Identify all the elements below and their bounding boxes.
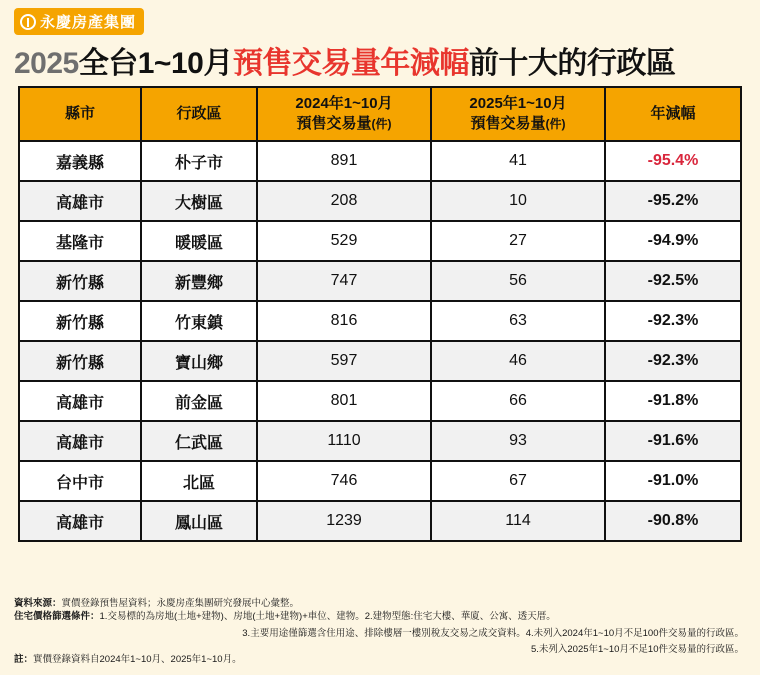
column-header-district: 行政區 [142, 86, 258, 142]
cell-2024: 597 [258, 342, 432, 382]
column-header-change: 年減幅 [606, 86, 742, 142]
cell-district: 前金區 [142, 382, 258, 422]
title-highlight: 預售交易量年減幅 [232, 47, 469, 80]
cell-city: 嘉義縣 [18, 142, 142, 182]
cell-district: 大樹區 [142, 182, 258, 222]
cell-2025: 67 [432, 462, 606, 502]
table-row [18, 462, 742, 502]
title-year: 2025 [14, 47, 79, 80]
cell-change: -91.0% [606, 462, 742, 502]
cell-2025: 10 [432, 182, 606, 222]
cell-city: 高雄市 [18, 382, 142, 422]
source-label: 資料來源： [14, 598, 62, 609]
cell-district: 寶山鄉 [142, 342, 258, 382]
cell-2025: 56 [432, 262, 606, 302]
cell-district: 北區 [142, 462, 258, 502]
cell-2025: 114 [432, 502, 606, 542]
footer-note [14, 652, 754, 669]
table-row [18, 382, 742, 422]
cell-district: 仁武區 [142, 422, 258, 462]
cell-district: 朴子市 [142, 142, 258, 182]
cell-change: -92.5% [606, 262, 742, 302]
cell-city: 高雄市 [18, 422, 142, 462]
cell-city: 基隆市 [18, 222, 142, 262]
cell-2025: 46 [432, 342, 606, 382]
footer-label: 註： [14, 654, 34, 665]
criteria-line-3: 5.未列入2025年1~10月不足10件交易量的行政區。 [530, 644, 744, 656]
title-scope: 全台1~10月 [78, 47, 233, 80]
criteria-line-2: 3.主要用途僅篩選含住用途、排除樓層一樓別稅友交易之成交資料。4.未列入2024年1~10月不足100件交易量的行政區。 [242, 627, 744, 639]
table-row [18, 182, 742, 222]
cell-2024: 208 [258, 182, 432, 222]
cell-district: 暖暖區 [142, 222, 258, 262]
table-row [18, 142, 742, 182]
logo-text: 永慶房產集團 [40, 14, 137, 31]
cell-2024: 816 [258, 302, 432, 342]
cell-city: 新竹縣 [18, 342, 142, 382]
footer-text: 實價登錄資料自2024年1~10月、2025年1~10月。 [33, 654, 242, 665]
cell-2024: 746 [258, 462, 432, 502]
criteria-line-1: 1.交易標的為房地(土地+建物)、房地(土地+建物)+車位、建物。2.建物型態:住宅大樓、華廈、公寓、透天厝。 [99, 611, 556, 622]
brand-logo [14, 8, 144, 35]
cell-2025: 93 [432, 422, 606, 462]
cell-2025: 41 [432, 142, 606, 182]
cell-city: 新竹縣 [18, 262, 142, 302]
logo-box [14, 8, 144, 35]
cell-2024: 747 [258, 262, 432, 302]
cell-city: 台中市 [18, 462, 142, 502]
page-title [14, 38, 750, 82]
column-header-2024: 2024年1~10月 預售交易量(件) [258, 86, 432, 142]
table-row [18, 422, 742, 462]
cell-2024: 801 [258, 382, 432, 422]
cell-2025: 63 [432, 302, 606, 342]
cell-change: -91.8% [606, 382, 742, 422]
source-text: 實價登錄預售屋資料；永慶房產集團研究發展中心彙整。 [61, 598, 300, 609]
table-row [18, 302, 742, 342]
table-row [18, 502, 742, 542]
cell-2024: 891 [258, 142, 432, 182]
cell-district: 鳳山區 [142, 502, 258, 542]
table-row [18, 262, 742, 302]
cell-change: -95.4% [606, 142, 742, 182]
criteria-label: 住宅價格篩選條件： [14, 611, 100, 622]
cell-2024: 1110 [258, 422, 432, 462]
cell-change: -90.8% [606, 502, 742, 542]
table-row [18, 342, 742, 382]
column-header-2025: 2025年1~10月 預售交易量(件) [432, 86, 606, 142]
cell-district: 竹東鎮 [142, 302, 258, 342]
cell-change: -91.6% [606, 422, 742, 462]
cell-change: -95.2% [606, 182, 742, 222]
cell-change: -92.3% [606, 302, 742, 342]
cell-district: 新豐鄉 [142, 262, 258, 302]
cell-city: 高雄市 [18, 182, 142, 222]
cell-city: 高雄市 [18, 502, 142, 542]
table-header-row [18, 86, 742, 142]
circle-logo-icon [20, 14, 36, 30]
cell-change: -92.3% [606, 342, 742, 382]
ranking-table [18, 86, 742, 542]
cell-2025: 66 [432, 382, 606, 422]
cell-2024: 529 [258, 222, 432, 262]
cell-city: 新竹縣 [18, 302, 142, 342]
cell-change: -94.9% [606, 222, 742, 262]
title-tail: 前十大的行政區 [468, 47, 676, 80]
column-header-city: 縣市 [18, 86, 142, 142]
cell-2025: 27 [432, 222, 606, 262]
cell-2024: 1239 [258, 502, 432, 542]
table-row [18, 222, 742, 262]
